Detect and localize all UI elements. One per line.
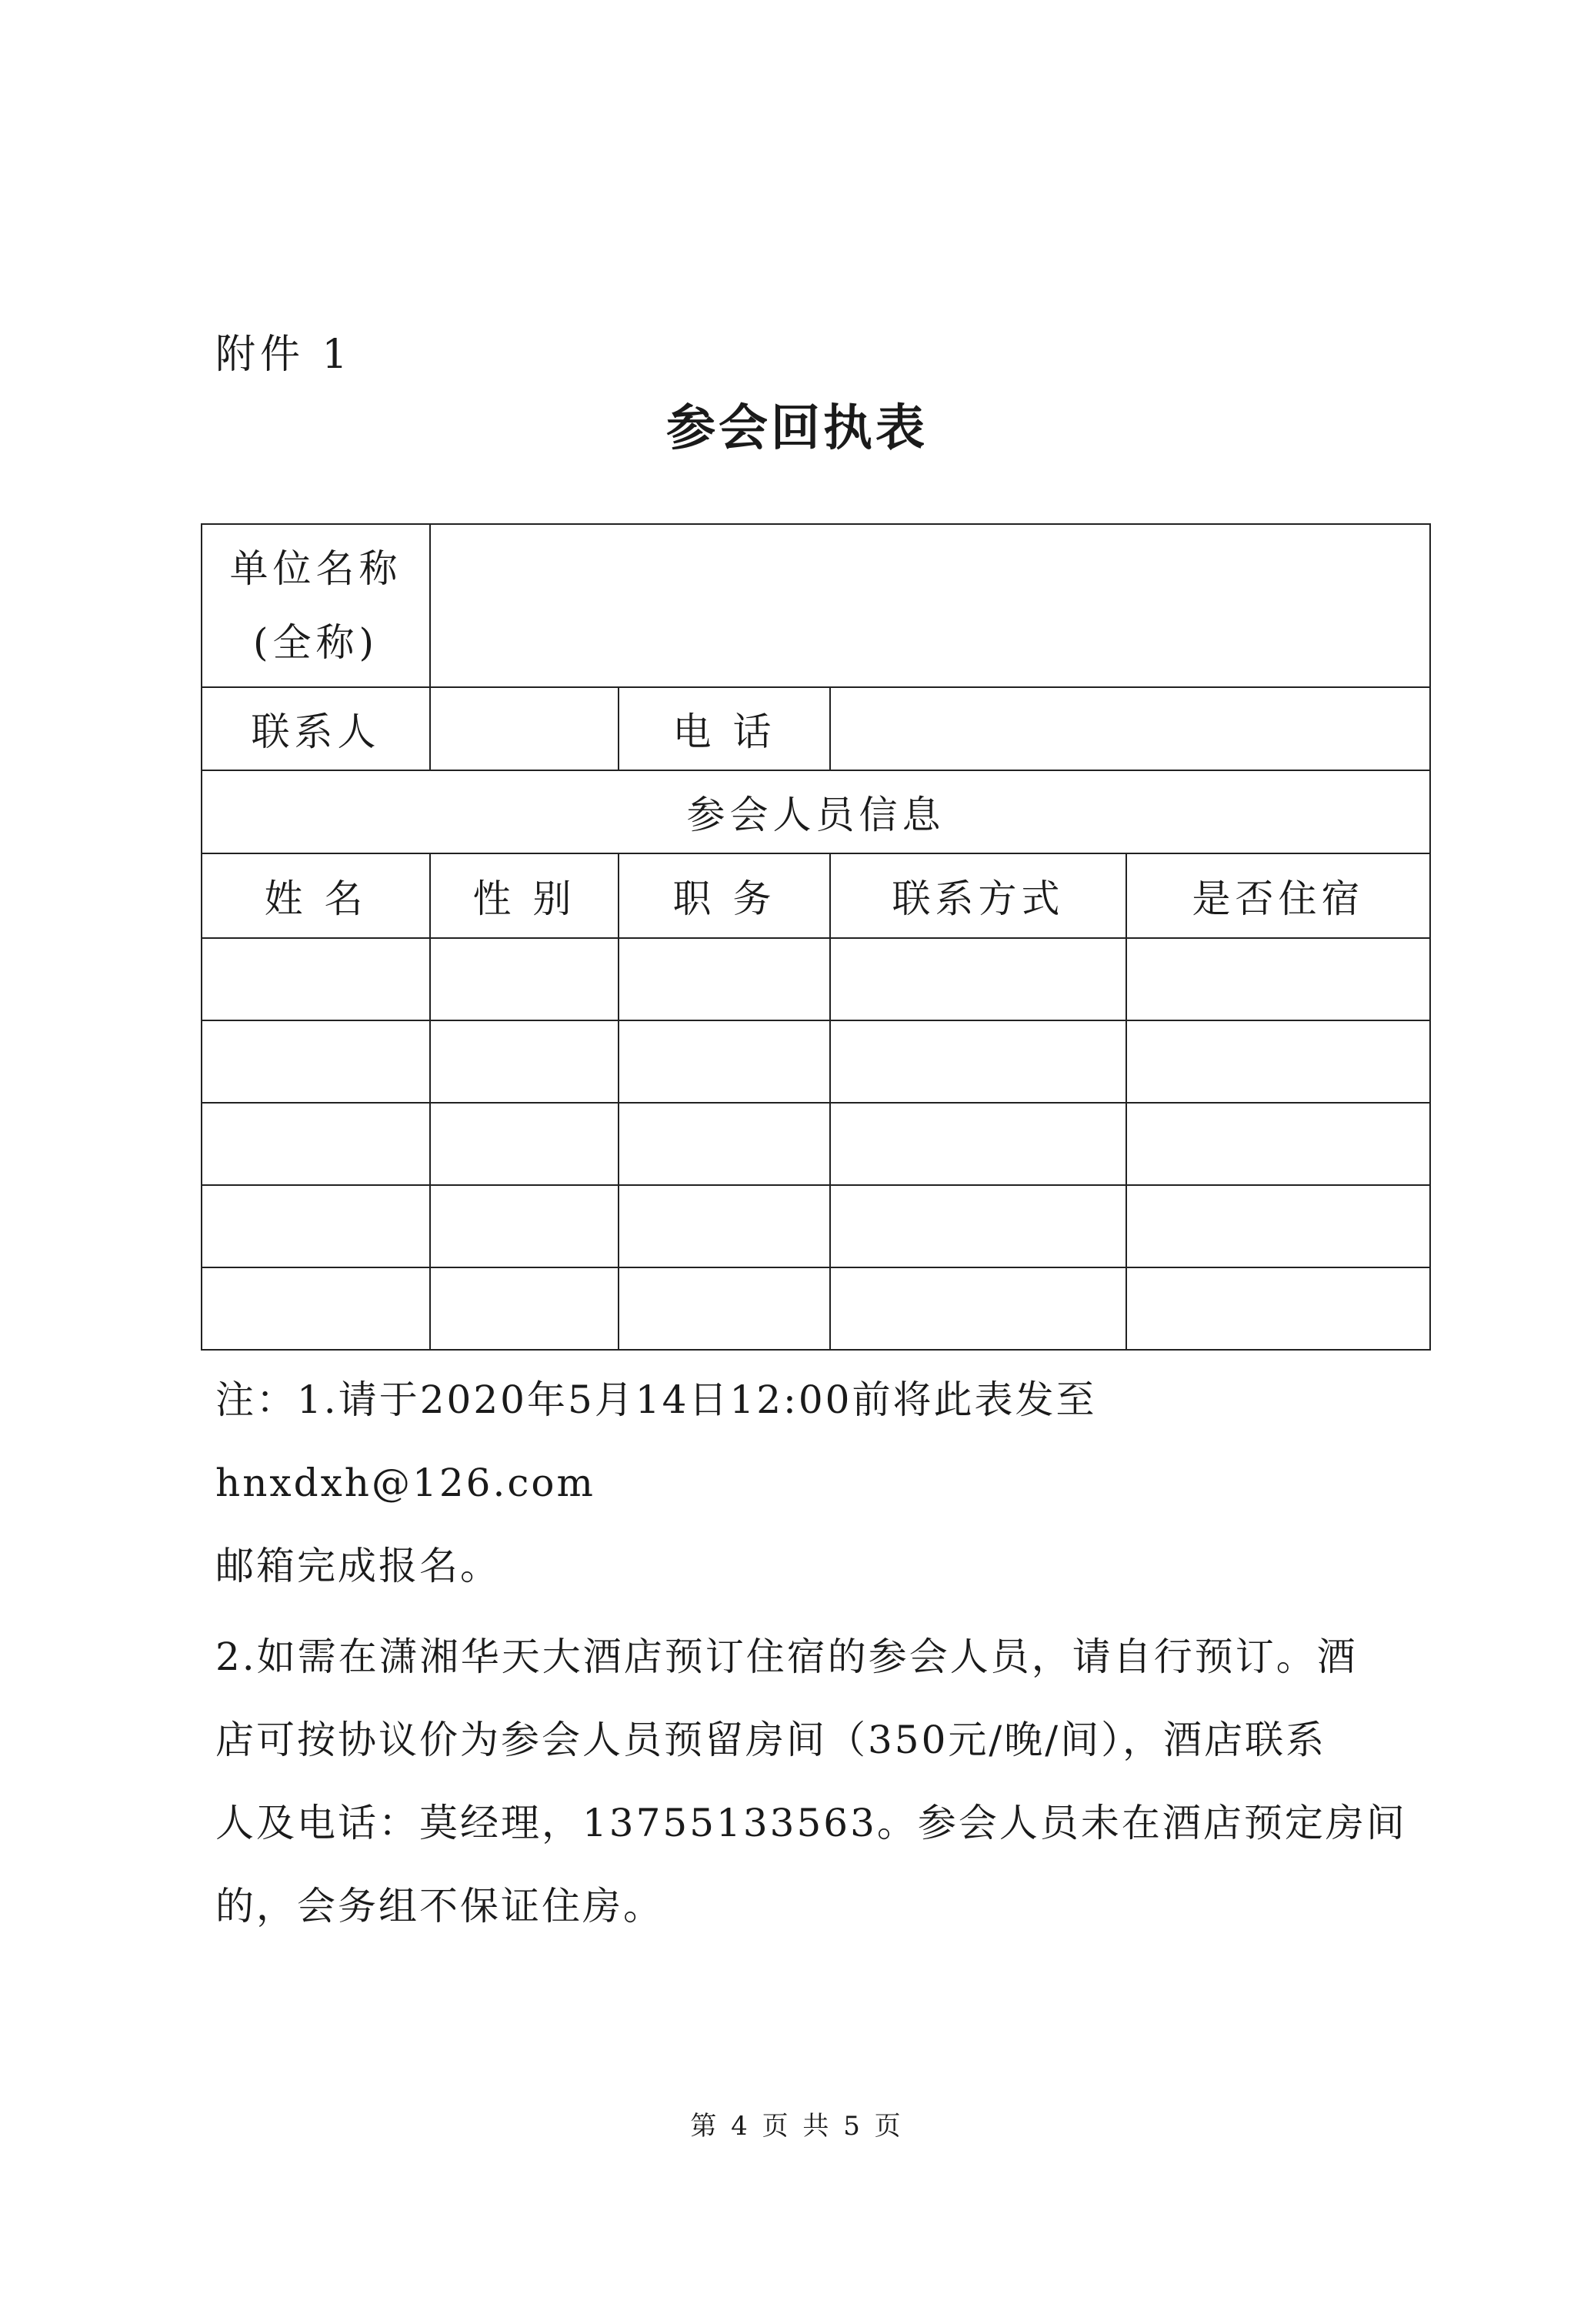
- accommodation-cell[interactable]: [1126, 1103, 1430, 1185]
- contact-method-cell[interactable]: [830, 1185, 1126, 1267]
- unit-name-label-line1: 单位名称: [229, 546, 402, 591]
- phone-label: 电 话: [619, 687, 830, 770]
- attachment-label: 附件 1: [215, 332, 352, 378]
- name-cell[interactable]: [202, 1267, 430, 1350]
- table-row: [202, 1267, 1430, 1350]
- contact-method-cell[interactable]: [830, 1103, 1126, 1185]
- phone-field[interactable]: [830, 687, 1430, 770]
- unit-name-label: [202, 524, 430, 687]
- registration-form-table: [201, 523, 1431, 1351]
- column-header-gender: 性 别: [430, 853, 619, 938]
- name-cell[interactable]: [202, 1103, 430, 1185]
- contact-field[interactable]: [430, 687, 619, 770]
- note1-line1: 注：1.请于2020年5月14日12:00前将此表发至 hnxdxh@126.com: [215, 1377, 1097, 1505]
- note2-line3: 人及电话：莫经理，13755133563。参会人员未在酒店预定房间: [215, 1801, 1407, 1845]
- column-header-accommodation: 是否住宿: [1126, 853, 1430, 938]
- accommodation-cell[interactable]: [1126, 1020, 1430, 1103]
- form-title: 参会回执表: [666, 400, 928, 457]
- note2-line2: 店可按协议价为参会人员预留房间（350元/晚/间），酒店联系: [215, 1718, 1327, 1762]
- table-row: [202, 1103, 1430, 1185]
- gender-cell[interactable]: [430, 1267, 619, 1350]
- attendee-section-row: [202, 770, 1430, 853]
- unit-name-row: [202, 524, 1430, 687]
- position-cell[interactable]: [619, 1020, 830, 1103]
- gender-cell[interactable]: [430, 1020, 619, 1103]
- gender-cell[interactable]: [430, 938, 619, 1020]
- position-cell[interactable]: [619, 1185, 830, 1267]
- page-number-footer: 第 4 页 共 5 页: [690, 2111, 904, 2142]
- accommodation-cell[interactable]: [1126, 938, 1430, 1020]
- gender-cell[interactable]: [430, 1185, 619, 1267]
- name-cell[interactable]: [202, 1020, 430, 1103]
- table-row: [202, 1020, 1430, 1103]
- position-cell[interactable]: [619, 1103, 830, 1185]
- column-header-position: 职 务: [619, 853, 830, 938]
- table-row: [202, 938, 1430, 1020]
- contact-method-cell[interactable]: [830, 1267, 1126, 1350]
- contact-label: 联系人: [202, 687, 430, 770]
- contact-method-cell[interactable]: [830, 938, 1126, 1020]
- unit-name-label-line2: (全称): [252, 620, 378, 665]
- unit-name-field[interactable]: [430, 524, 1430, 687]
- attendee-section-header: 参会人员信息: [202, 770, 1430, 853]
- contact-method-cell[interactable]: [830, 1020, 1126, 1103]
- accommodation-cell[interactable]: [1126, 1185, 1430, 1267]
- contact-row: [202, 687, 1430, 770]
- position-cell[interactable]: [619, 938, 830, 1020]
- name-cell[interactable]: [202, 1185, 430, 1267]
- column-header-row: [202, 853, 1430, 938]
- note1-line2: 邮箱完成报名。: [215, 1544, 501, 1588]
- name-cell[interactable]: [202, 938, 430, 1020]
- notes-section: [215, 1358, 1431, 1948]
- gender-cell[interactable]: [430, 1103, 619, 1185]
- note2-line1: 2.如需在潇湘华天大酒店预订住宿的参会人员，请自行预订。酒: [215, 1634, 1358, 1679]
- column-header-name: 姓 名: [202, 853, 430, 938]
- column-header-contact-method: 联系方式: [830, 853, 1126, 938]
- table-row: [202, 1185, 1430, 1267]
- accommodation-cell[interactable]: [1126, 1267, 1430, 1350]
- note2-line4: 的，会务组不保证住房。: [215, 1884, 664, 1928]
- position-cell[interactable]: [619, 1267, 830, 1350]
